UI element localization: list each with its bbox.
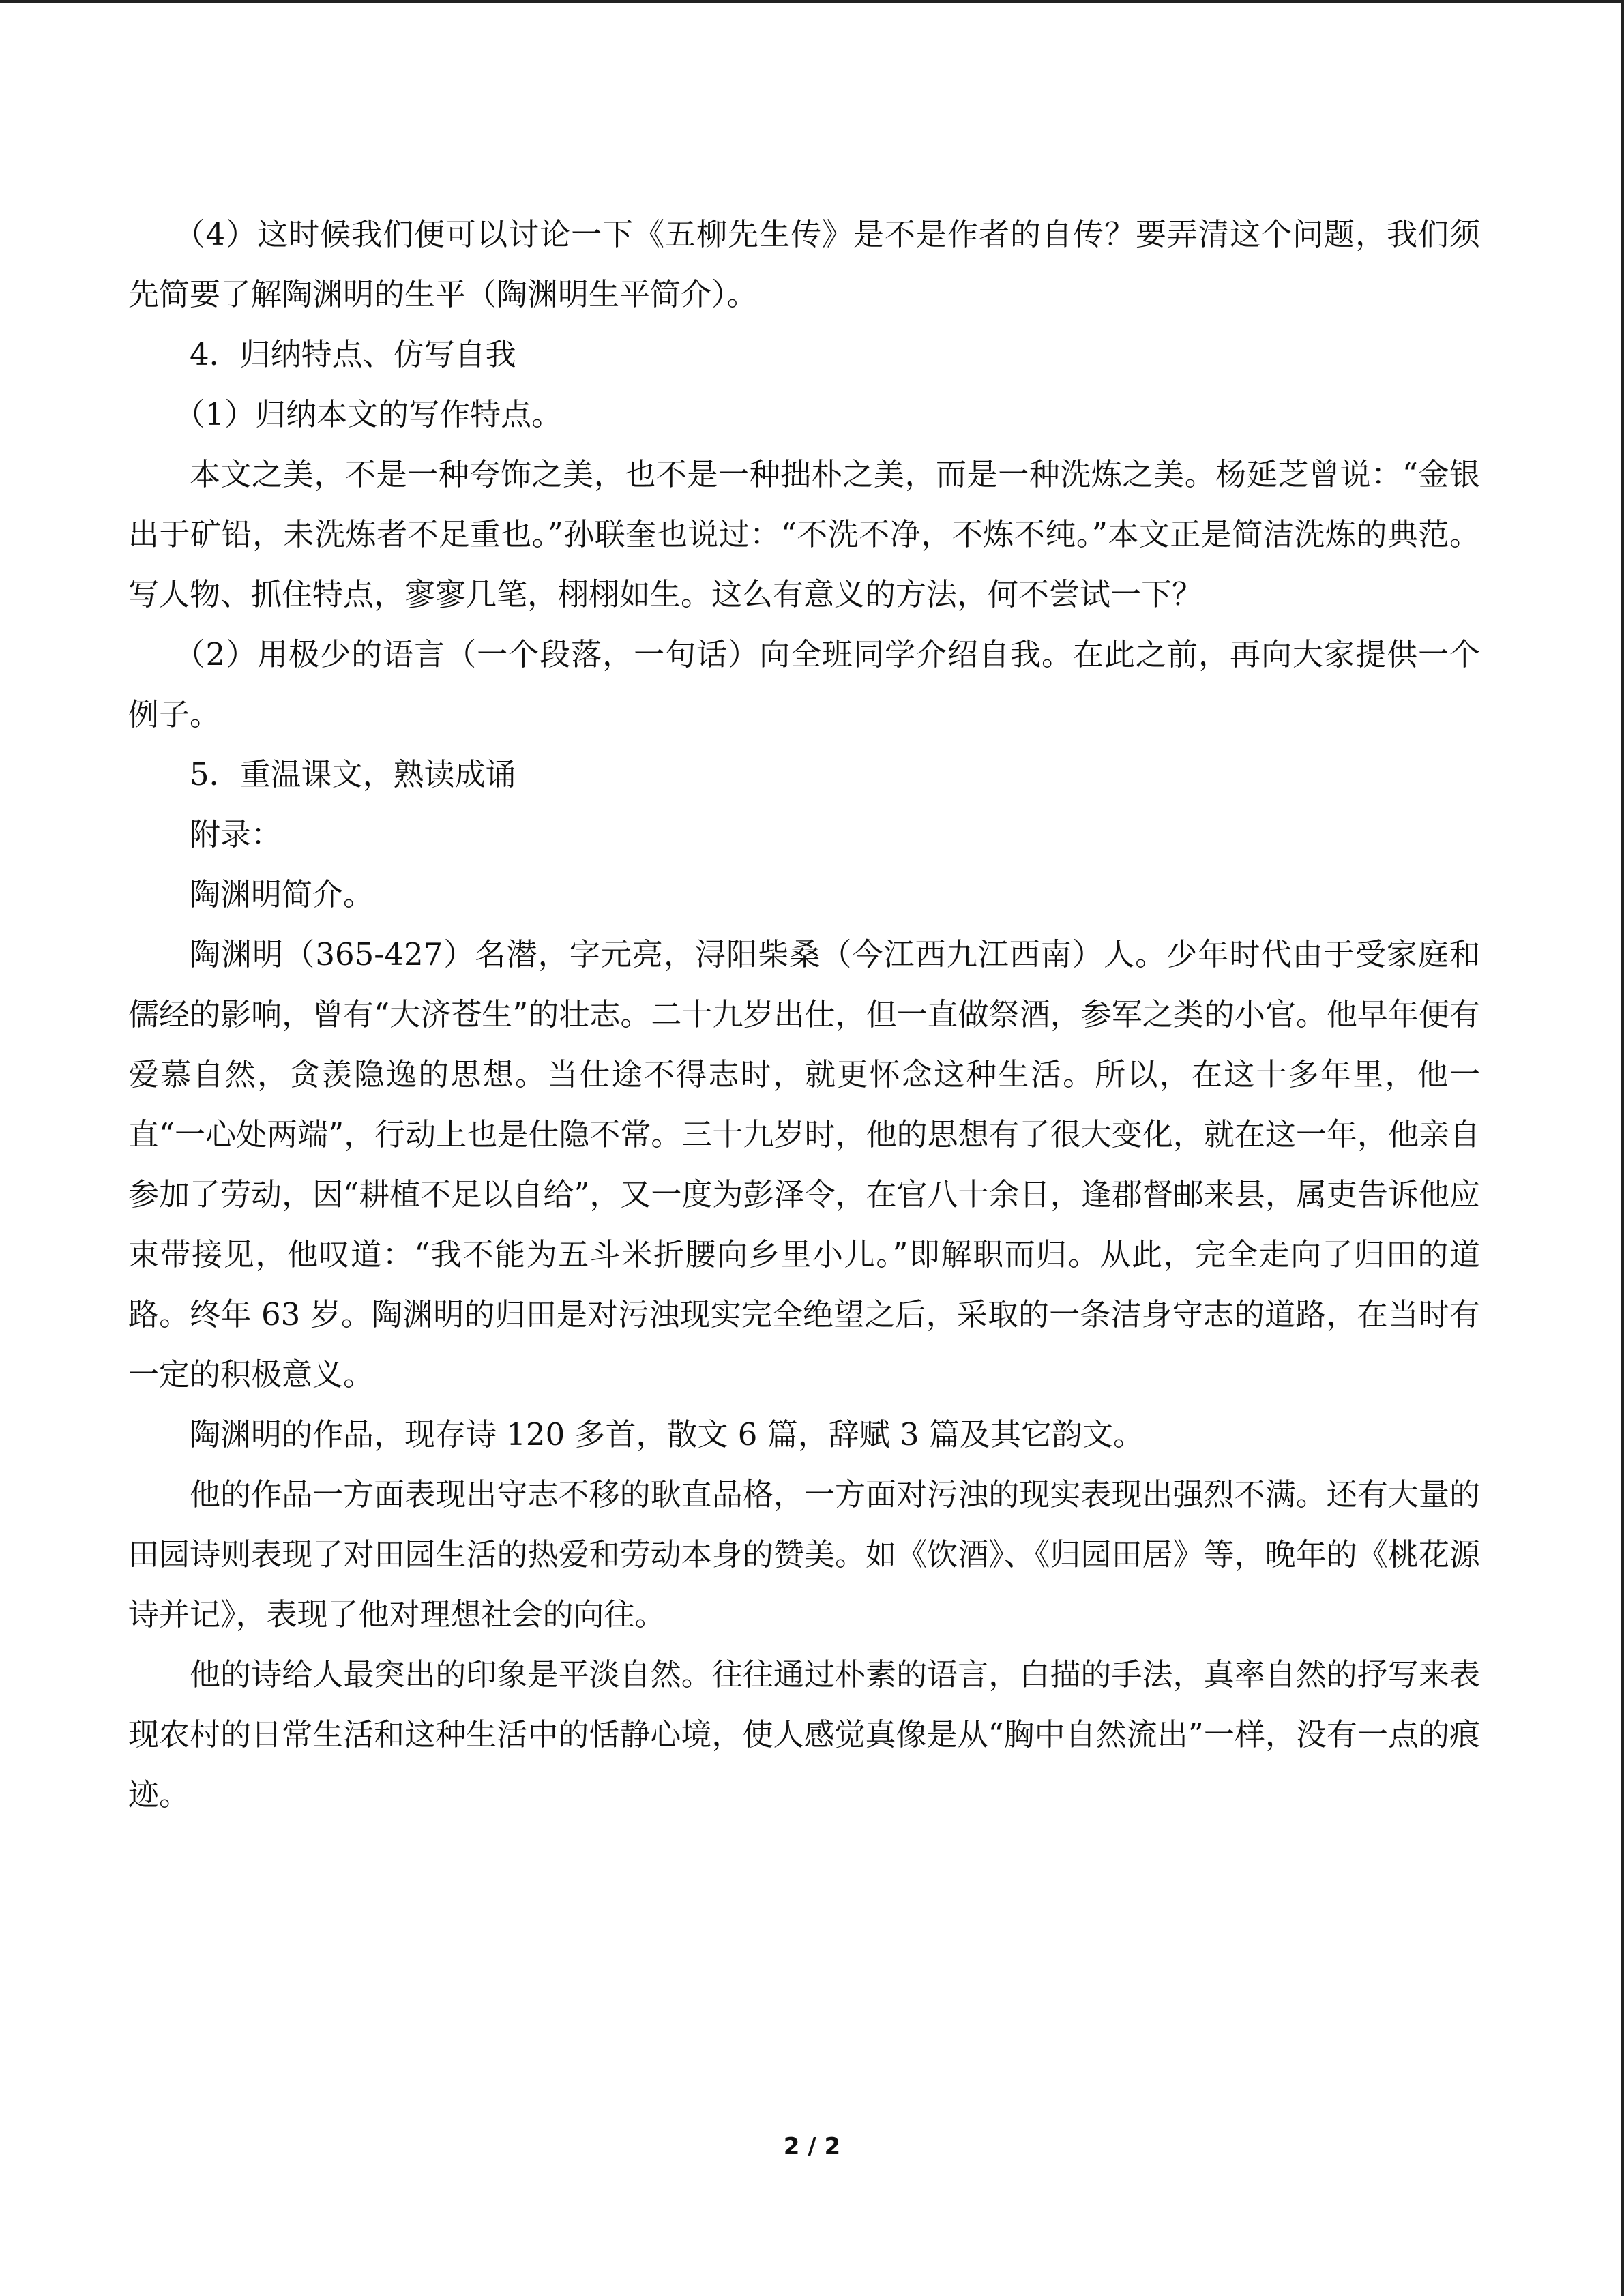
page-number: 2 / 2 [783,2133,841,2160]
paragraph-works-count: 陶渊明的作品，现存诗 120 多首，散文 6 篇，辞赋 3 篇及其它韵文。 [190,1416,1144,1452]
bio-title: 陶渊明简介。 [190,876,374,912]
document-body [128,205,1480,1825]
paragraph-discussion: （4）这时候我们便可以讨论一下《五柳先生传》是不是作者的自传？要弄清这个问题，我们须先简要了解陶渊明的生平（陶渊明生平简介）。 [128,216,1480,312]
paragraph-works-themes: 他的作品一方面表现出守志不移的耿直品格，一方面对污浊的现实表现出强烈不满。还有大量的田园诗则表现了对田园生活的热爱和劳动本身的赞美。如《饮酒》、《归园田居》等，晚年的《桃花源诗并记》，表现了他对理想社会的向往。 [128,1476,1480,1632]
subheading-2: （2）用极少的语言（一个段落，一句话）向全班同学介绍自我。在此之前，再向大家提供一个例子。 [128,636,1480,732]
section-heading-5: 5．重温课文，熟读成诵 [190,756,516,792]
paragraph-biography: 陶渊明（365-427）名潜，字元亮，浔阳柴桑（今江西九江西南）人。少年时代由于受家庭和儒经的影响，曾有“大济苍生”的壮志。二十九岁出仕，但一直做祭酒，参军之类的小官。他早年便有爱慕自然，贪羡隐逸的思想。当仕途不得志时，就更怀念这种生活。所以，在这十多年里，他一直“一心处两端”，行动上也是仕隐不常。三十九岁时，他的思想有了很大变化，就在这一年，他亲自参加了劳动，因“耕植不足以自给”，又一度为彭泽令，在官八十余日，逢郡督邮来县，属吏告诉他应束带接见，他叹道：“我不能为五斗米折腰向乡里小儿。”即解职而归。从此，完全走向了归田的道路。终年 63 岁。陶渊明的归田是对污浊现实完全绝望之后，采取的一条洁身守志的道路，在当时有一定的积极意义。 [128,936,1480,1392]
section-heading-4: 4．归纳特点、仿写自我 [190,336,516,372]
appendix-label: 附录： [190,816,282,852]
subheading-1: （1）归纳本文的写作特点。 [174,396,563,432]
paragraph-writing-features: 本文之美，不是一种夸饰之美，也不是一种拙朴之美，而是一种洗炼之美。杨延芝曾说：“金银出于矿铅，未洗炼者不足重也。”孙联奎也说过：“不洗不净，不炼不纯。”本文正是简洁洗炼的典范。写人物、抓住特点，寥寥几笔，栩栩如生。这么有意义的方法，何不尝试一下？ [128,456,1480,612]
paragraph-poetry-style: 他的诗给人最突出的印象是平淡自然。往往通过朴素的语言，白描的手法，真率自然的抒写来表现农村的日常生活和这种生活中的恬静心境，使人感觉真像是从“胸中自然流出”一样，没有一点的痕迹。 [128,1656,1480,1813]
